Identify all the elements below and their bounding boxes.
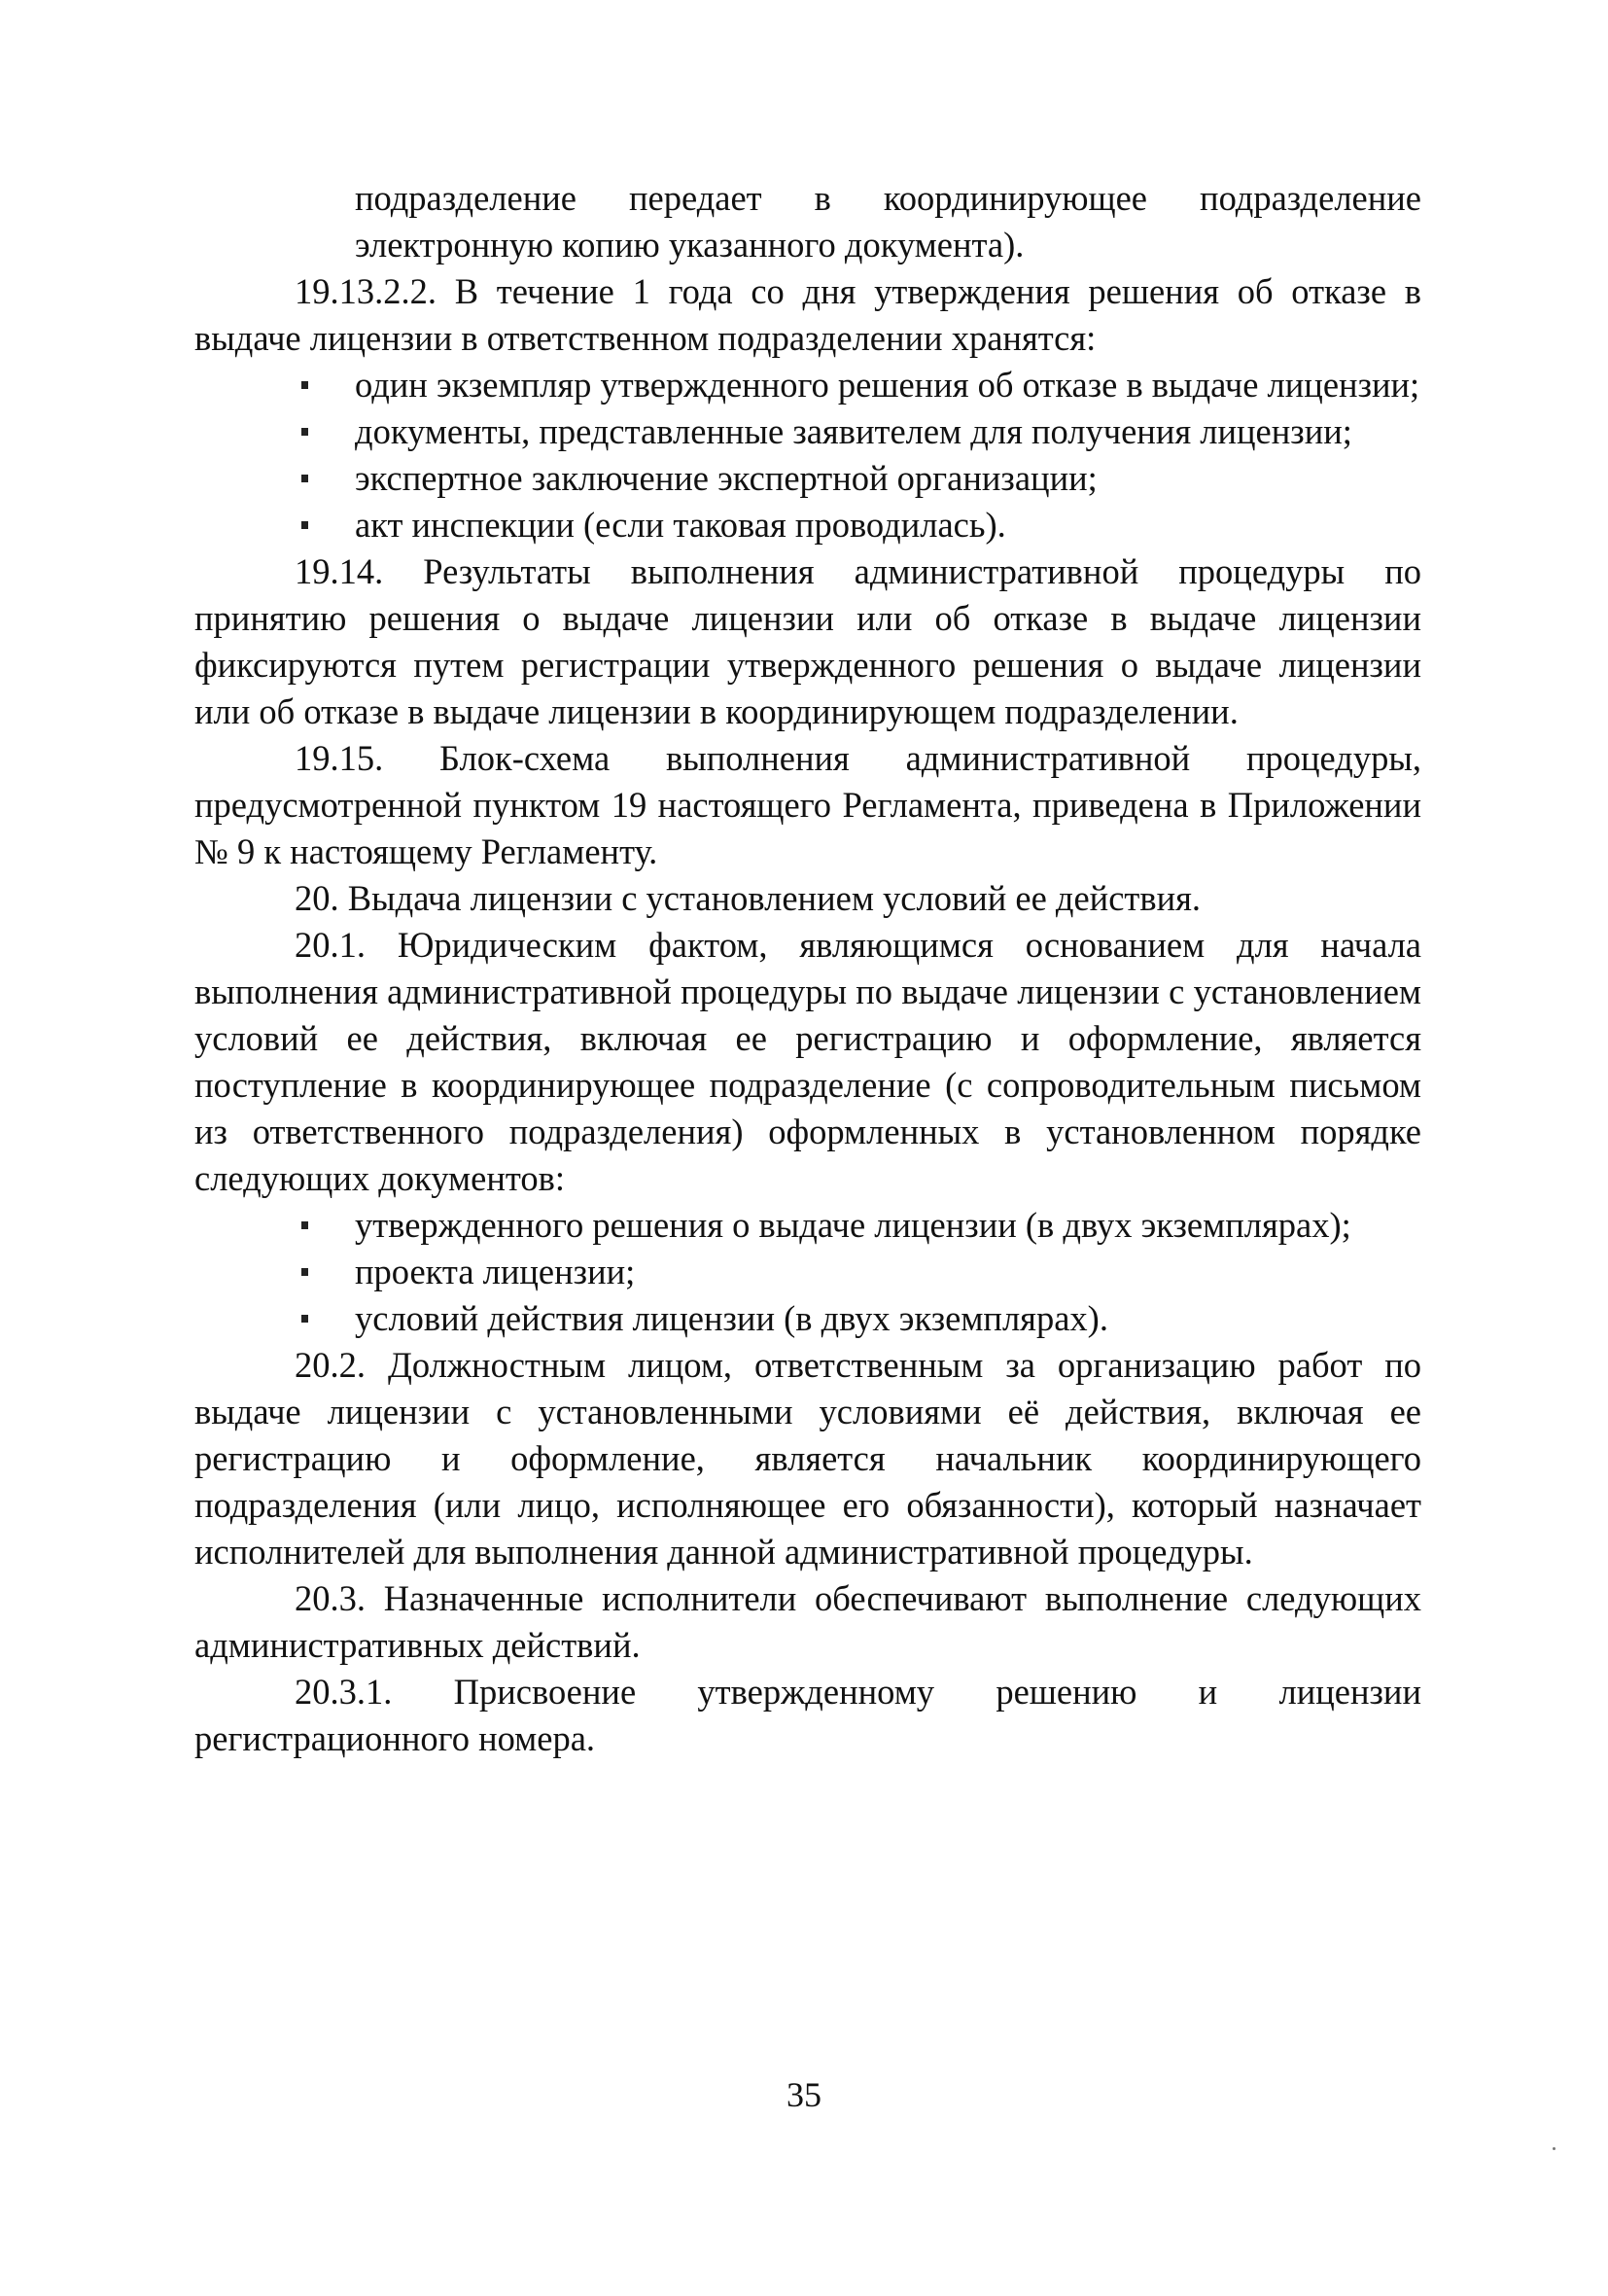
bullet-icon	[301, 428, 308, 436]
list-item-text: один экземпляр утвержденного решения об отказе в выдаче лицензии;	[355, 365, 1420, 405]
paragraph-19-14: 19.14. Результаты выполнения административной процедуры по принятию решения о выдаче лицензии или об отказе в выдаче лицензии фиксируются путем регистрации утвержденного решения о выдаче лицензии или об отказе в выдаче лицензии в координирующем подразделении.	[194, 551, 1421, 731]
bullet-icon	[301, 521, 308, 529]
paragraph-20-3-1: 20.3.1. Присвоение утвержденному решению и лицензии регистрационного номера.	[194, 1672, 1421, 1758]
page-number: 35	[787, 2075, 821, 2114]
list-item-text: проекта лицензии;	[355, 1252, 636, 1291]
paragraph-continuation: подразделение передает в координирующее подразделение электронную копию указанного документа).	[355, 178, 1421, 265]
bullet-icon	[301, 475, 308, 482]
paragraph-20-1: 20.1. Юридическим фактом, являющимся основанием для начала выполнения административной процедуры по выдаче лицензии с установлением условий ее действия, включая ее регистрацию и оформление, является поступление в координирующее подразделение (с сопроводительным письмом из ответственного подразделения) оформленных в установленном порядке следующих документов:	[194, 925, 1421, 1198]
list-item	[194, 408, 1421, 455]
bullet-icon	[301, 1315, 308, 1323]
scan-speck	[1553, 2147, 1556, 2150]
paragraph-19-15: 19.15. Блок-схема выполнения административной процедуры, предусмотренной пунктом 19 настоящего Регламента, приведена в Приложении № 9 к настоящему Регламенту.	[194, 738, 1421, 871]
paragraph-20-2: 20.2. Должностным лицом, ответственным за организацию работ по выдаче лицензии с установленными условиями её действия, включая ее регистрацию и оформление, является начальник координирующего подразделения (или лицо, исполняющее его обязанности), который назначает исполнителей для выполнения данной административной процедуры.	[194, 1345, 1421, 1572]
list-item	[194, 362, 1421, 408]
list-item	[194, 455, 1421, 502]
body-text	[194, 175, 1421, 1762]
bullet-icon	[301, 1268, 308, 1276]
list-item	[194, 502, 1421, 548]
paragraph-20-heading: 20. Выдача лицензии с установлением условий ее действия.	[295, 878, 1202, 918]
bullet-icon	[301, 1221, 308, 1229]
bullet-icon	[301, 381, 308, 389]
list-item	[194, 1202, 1421, 1249]
list-item-text: условий действия лицензии (в двух экземплярах).	[355, 1298, 1108, 1338]
list-item-text: утвержденного решения о выдаче лицензии (в двух экземплярах);	[355, 1205, 1351, 1245]
list-item-text: экспертное заключение экспертной организации;	[355, 458, 1098, 498]
list-item	[194, 1249, 1421, 1295]
list-item	[194, 1295, 1421, 1342]
paragraph-20-3: 20.3. Назначенные исполнители обеспечивают выполнение следующих административных действий.	[194, 1578, 1421, 1665]
list-item-text: акт инспекции (если таковая проводилась).	[355, 505, 1006, 545]
paragraph-19-13-2-2: 19.13.2.2. В течение 1 года со дня утверждения решения об отказе в выдаче лицензии в ответственном подразделении хранятся:	[194, 271, 1421, 358]
list-item-text: документы, представленные заявителем для получения лицензии;	[355, 411, 1352, 451]
